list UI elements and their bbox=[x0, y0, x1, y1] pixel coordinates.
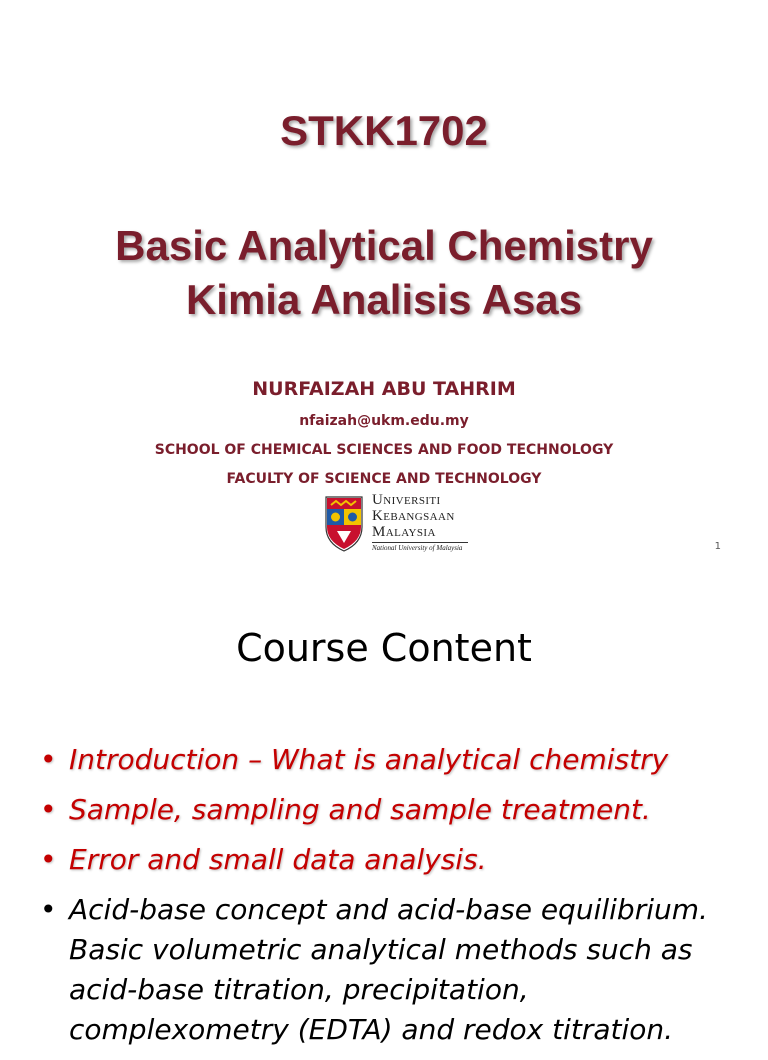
course-title-english: Basic Analytical Chemistry bbox=[115, 222, 653, 269]
bullet-icon: • bbox=[40, 743, 57, 776]
university-subtitle: National University of Malaysia bbox=[372, 542, 468, 553]
school-name: SCHOOL OF CHEMICAL SCIENCES AND FOOD TECHNOLOGY bbox=[154, 442, 614, 458]
course-code: STKK1702 bbox=[280, 107, 488, 154]
wordmark-cap: K bbox=[372, 508, 384, 524]
wordmark-text: ALAYSIA bbox=[385, 527, 436, 539]
bullet-icon: • bbox=[40, 793, 57, 826]
course-title-malay: Kimia Analisis Asas bbox=[185, 276, 583, 323]
author-email: nfaizah@ukm.edu.my bbox=[299, 413, 469, 429]
list-item bbox=[40, 890, 740, 1050]
bullet-icon: • bbox=[40, 843, 57, 876]
faculty-name: FACULTY OF SCIENCE AND TECHNOLOGY bbox=[226, 471, 542, 487]
bullet-icon: • bbox=[40, 893, 57, 926]
author-name: NURFAIZAH ABU TAHRIM bbox=[252, 378, 516, 400]
wordmark-cap: U bbox=[372, 492, 384, 508]
content-list bbox=[40, 740, 740, 1060]
university-crest-icon bbox=[322, 493, 366, 553]
course-title bbox=[0, 219, 768, 327]
university-wordmark bbox=[372, 493, 468, 553]
wordmark-text: NIVERSITI bbox=[383, 495, 441, 507]
list-item-text: Sample, sampling and sample treatment. bbox=[69, 793, 651, 826]
wordmark-cap: M bbox=[372, 524, 386, 540]
page-number: 1 bbox=[714, 541, 721, 552]
list-item bbox=[40, 840, 740, 880]
list-item-text: Introduction – What is analytical chemistry bbox=[69, 743, 669, 776]
list-item-text: Acid-base concept and acid-base equilibrium. Basic volumetric analytical methods such as acid-base titration, precipitation, complexometry (EDTA) and redox titration. bbox=[69, 893, 708, 1046]
wordmark-text: EBANGSAAN bbox=[383, 511, 455, 523]
list-item bbox=[40, 740, 740, 780]
list-item bbox=[40, 790, 740, 830]
ukm-logo bbox=[322, 493, 470, 553]
course-content-slide bbox=[0, 576, 768, 1046]
list-item-text: Error and small data analysis. bbox=[69, 843, 487, 876]
slide-title: Course Content bbox=[236, 626, 532, 670]
